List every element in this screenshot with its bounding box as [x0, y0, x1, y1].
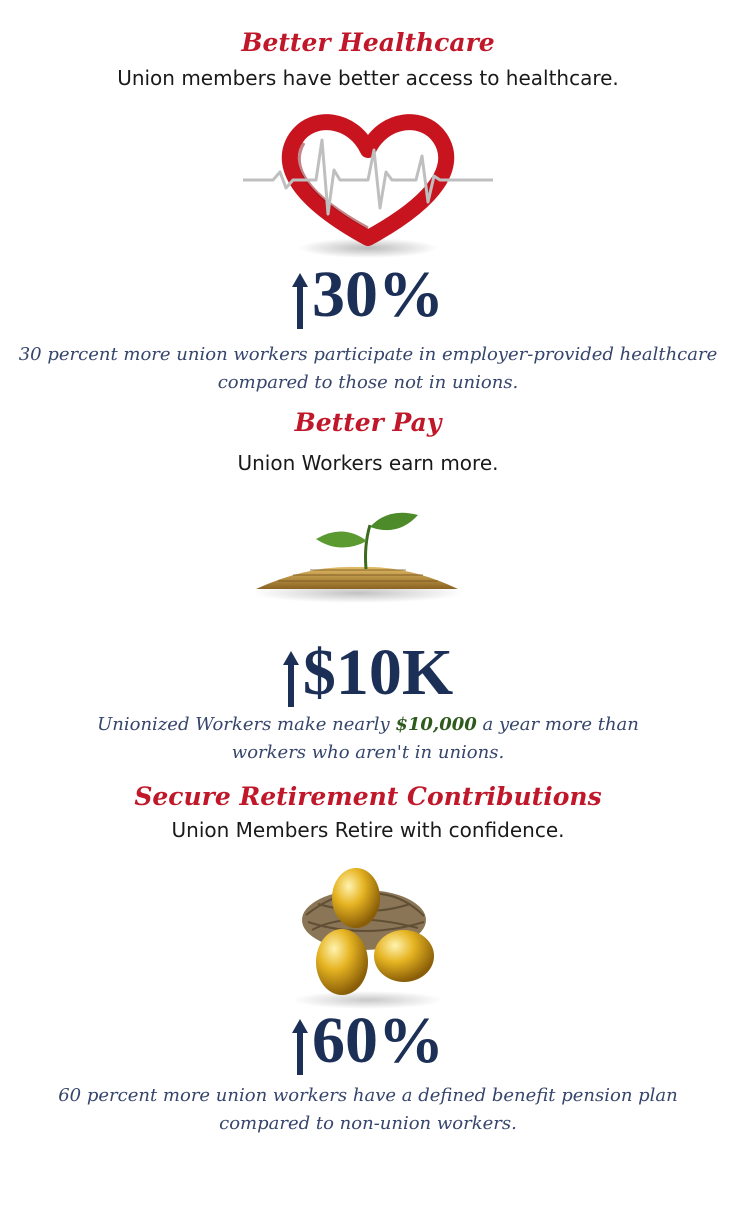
- healthcare-stat-value: 30%: [312, 258, 444, 331]
- arrow-up-icon: [283, 651, 299, 707]
- healthcare-description: 30 percent more union workers participate in employer-provided healthcare compared to those not in unions.: [18, 344, 718, 393]
- pay-description-before: Unionized Workers make nearly: [97, 714, 396, 735]
- retirement-title: Secure Retirement Contributions: [134, 782, 602, 811]
- healthcare-stat: [0, 258, 736, 331]
- golden-eggs-nest-icon: [278, 860, 458, 1010]
- healthcare-title: Better Healthcare: [241, 28, 495, 57]
- arrow-up-icon: [292, 1019, 308, 1075]
- pay-description-highlight: $10,000: [395, 714, 477, 735]
- pay-stat: [0, 636, 736, 709]
- plant-coins-icon: [248, 505, 468, 605]
- pay-subtitle: Union Workers earn more.: [237, 451, 499, 475]
- retirement-description: 60 percent more union workers have a defined benefit pension plan compared to non-union workers.: [58, 1085, 678, 1134]
- pay-description: [0, 711, 736, 767]
- retirement-subtitle: Union Members Retire with confidence.: [171, 818, 565, 842]
- arrow-up-icon: [292, 273, 308, 329]
- pay-description-after: a year more than workers who aren't in unions.: [231, 714, 639, 763]
- pay-stat-value: $10K: [302, 636, 454, 709]
- healthcare-subtitle: Union members have better access to healthcare.: [117, 66, 619, 90]
- retirement-stat: [0, 1004, 736, 1077]
- retirement-stat-value: 60%: [312, 1004, 444, 1077]
- heart-heartbeat-icon: [238, 110, 498, 260]
- pay-title: Better Pay: [294, 408, 442, 437]
